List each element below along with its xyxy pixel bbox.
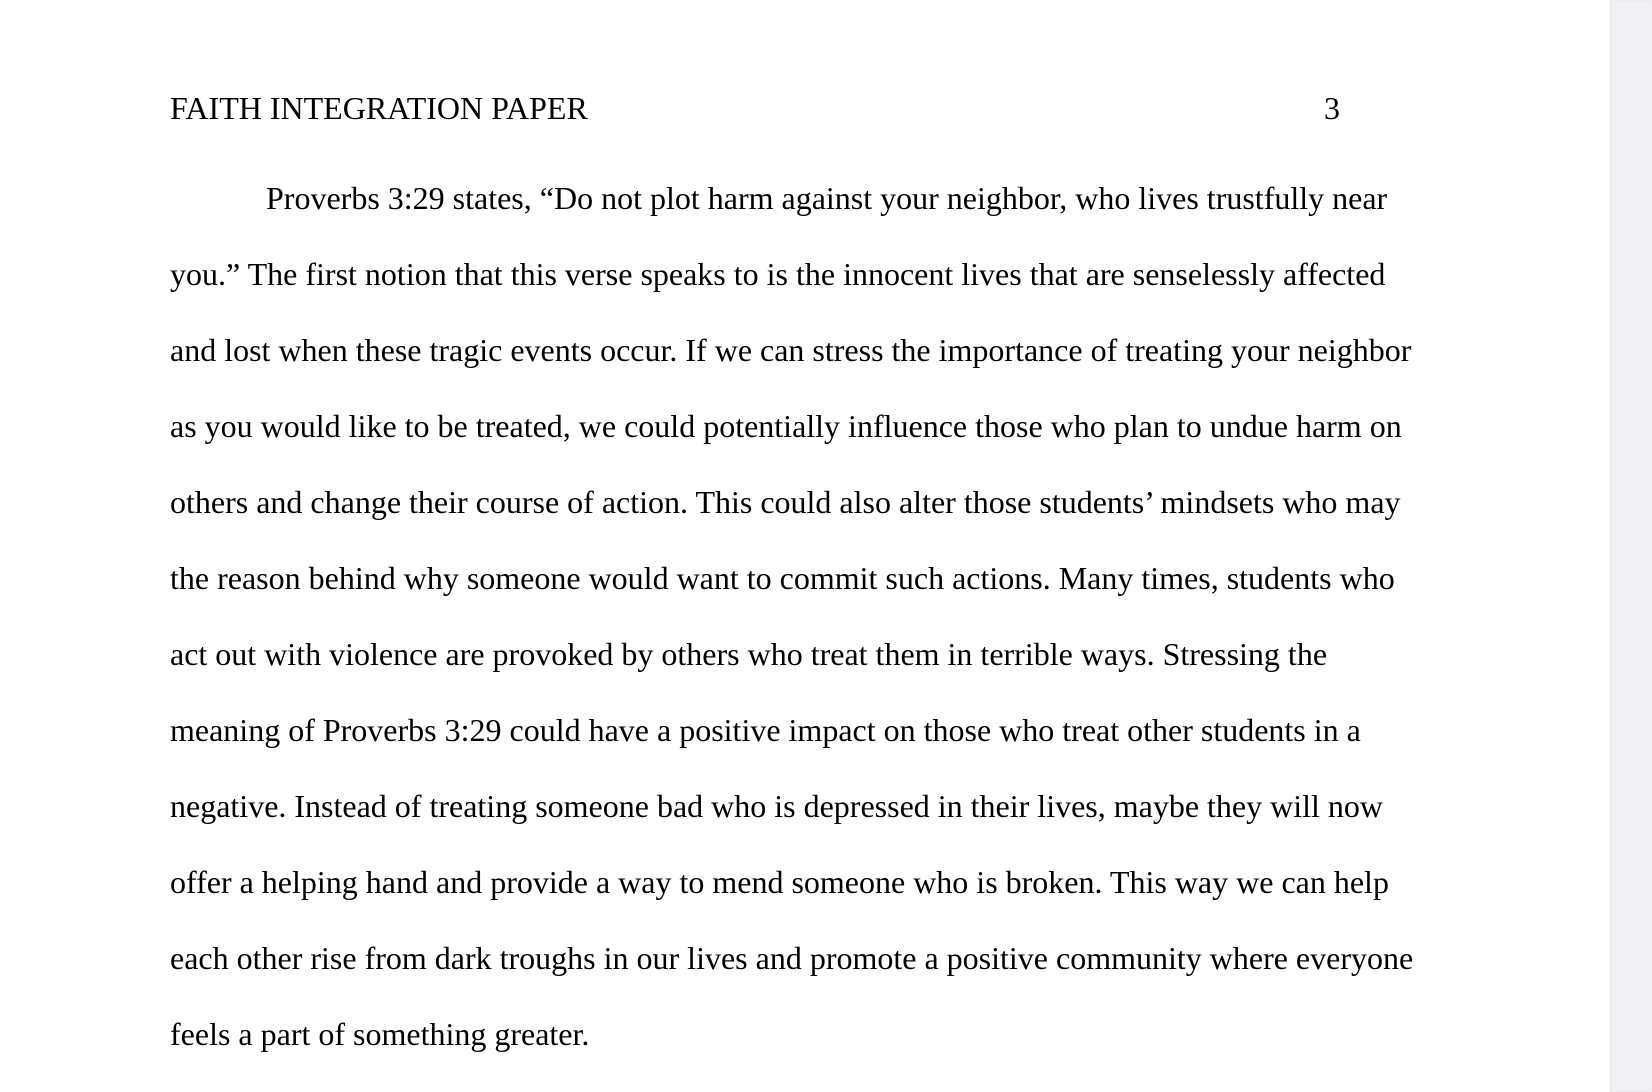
paragraph-line: act out with violence are provoked by others who treat them in terrible ways. Stressing the bbox=[170, 636, 1328, 672]
paragraph-line: you.” The first notion that this verse speaks to is the innocent lives that are senselessly affected bbox=[170, 256, 1386, 292]
paragraph-line: offer a helping hand and provide a way to mend someone who is broken. This way we can help bbox=[170, 864, 1389, 900]
paragraph-line: the reason behind why someone would want to commit such actions. Many times, students who bbox=[170, 560, 1395, 596]
running-head: FAITH INTEGRATION PAPER bbox=[170, 90, 588, 126]
paragraph-line: feels a part of something greater. bbox=[170, 1016, 590, 1052]
window-gutter bbox=[1610, 0, 1652, 1092]
paragraph-line: and lost when these tragic events occur. If we can stress the importance of treating your neighbor bbox=[170, 332, 1412, 368]
paragraph-line: negative. Instead of treating someone bad who is depressed in their lives, maybe they will now bbox=[170, 788, 1384, 824]
page-number: 3 bbox=[1324, 90, 1340, 126]
paragraph-line: Proverbs 3:29 states, “Do not plot harm against your neighbor, who lives trustfully near bbox=[266, 180, 1388, 216]
paragraph-line: each other rise from dark troughs in our lives and promote a positive community where everyone bbox=[170, 940, 1414, 976]
paragraph-line: meaning of Proverbs 3:29 could have a positive impact on those who treat other students in a bbox=[170, 712, 1361, 748]
body-paragraph bbox=[170, 176, 1430, 1088]
paragraph-line: as you would like to be treated, we could potentially influence those who plan to undue harm on bbox=[170, 408, 1402, 444]
paragraph-line: others and change their course of action. This could also alter those students’ mindsets who may bbox=[170, 484, 1401, 520]
